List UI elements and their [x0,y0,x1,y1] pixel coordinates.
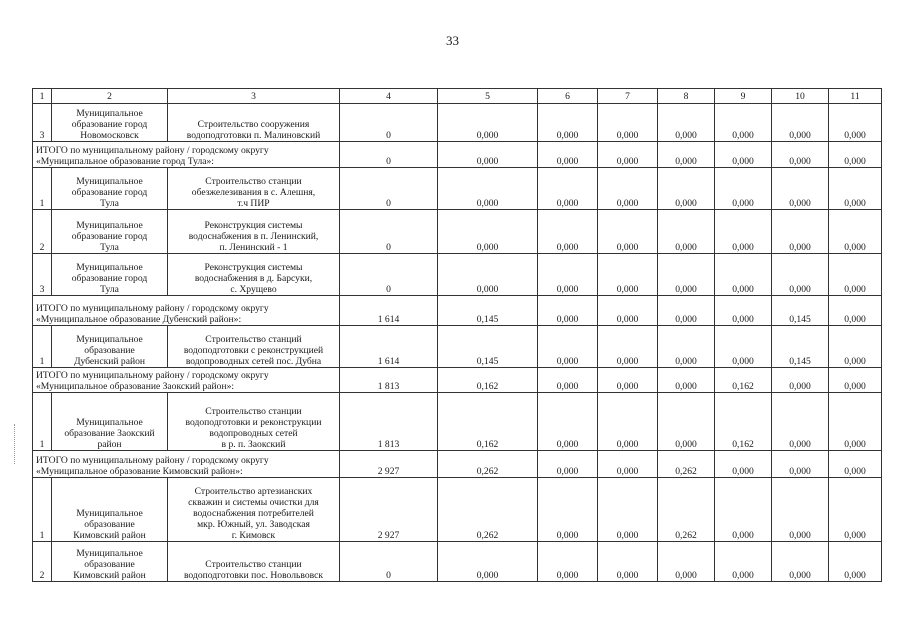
value-cell-col-9: 0,162 [715,393,772,451]
value-cell-col-10: 0,000 [772,168,829,210]
value-cell-col-5: 0,262 [438,451,538,478]
value-cell-col-8: 0,000 [658,142,715,168]
project-line: мкр. Южный, ул. Заводская [197,519,310,530]
table-row [33,104,882,142]
value-cell-col-4: 1 813 [340,393,438,451]
value-cell-col-8: 0,000 [658,104,715,142]
municipality-line: Муниципальное [76,220,143,231]
value-cell-col-6: 0,000 [538,168,598,210]
municipality-cell [52,542,168,582]
value-cell-col-5: 0,000 [438,168,538,210]
project-line: обезжелезивания в с. Алешня, [191,187,316,198]
value-cell-col-6: 0,000 [538,393,598,451]
value-cell-col-8: 0,000 [658,168,715,210]
column-header-8: 8 [658,89,715,104]
project-cell [168,210,340,254]
total-row [33,451,882,478]
value-cell-col-6: 0,000 [538,542,598,582]
value-cell-col-5: 0,262 [438,478,538,542]
value-cell-col-10: 0,000 [772,542,829,582]
project-line: скважин и системы очистки для [188,497,319,508]
value-cell-col-10: 0,000 [772,393,829,451]
table-row [33,478,882,542]
value-cell-col-4: 2 927 [340,478,438,542]
municipality-cell [52,478,168,542]
value-cell-col-10: 0,000 [772,210,829,254]
project-cell [168,254,340,296]
municipality-line: Муниципальное [76,548,143,559]
project-line: Строительство станций [205,334,302,345]
value-cell-col-5: 0,000 [438,210,538,254]
value-cell-col-5: 0,162 [438,393,538,451]
value-cell-col-4: 0 [340,254,438,296]
value-cell-col-6: 0,000 [538,326,598,368]
margin-marks [14,424,17,464]
row-number: 1 [33,326,52,368]
value-cell-col-5: 0,000 [438,142,538,168]
value-cell-col-10: 0,145 [772,326,829,368]
value-cell-col-10: 0,000 [772,254,829,296]
total-label-line: ИТОГО по муниципальному району / городскому округу [36,145,269,156]
table-row [33,210,882,254]
value-cell-col-11: 0,000 [829,326,882,368]
value-cell-col-9: 0,000 [715,210,772,254]
value-cell-col-10: 0,000 [772,142,829,168]
value-cell-col-8: 0,262 [658,451,715,478]
project-line: т.ч ПИР [237,198,270,209]
value-cell-col-7: 0,000 [598,451,658,478]
municipality-line: Муниципальное [76,262,143,273]
value-cell-col-7: 0,000 [598,104,658,142]
project-cell [168,326,340,368]
value-cell-col-10: 0,000 [772,451,829,478]
value-cell-col-7: 0,000 [598,393,658,451]
value-cell-col-8: 0,000 [658,296,715,326]
value-cell-col-5: 0,145 [438,326,538,368]
total-label-line: «Муниципальное образование город Тула»: [36,156,214,167]
value-cell-col-9: 0,162 [715,368,772,393]
page-number: 33 [446,33,459,48]
value-cell-col-7: 0,000 [598,368,658,393]
value-cell-col-4: 1 813 [340,368,438,393]
value-cell-col-6: 0,000 [538,451,598,478]
municipality-cell [52,104,168,142]
value-cell-col-4: 1 614 [340,326,438,368]
value-cell-col-7: 0,000 [598,142,658,168]
municipality-cell [52,168,168,210]
value-cell-col-5: 0,162 [438,368,538,393]
project-cell [168,168,340,210]
municipality-line: образование [84,559,135,570]
value-cell-col-5: 0,145 [438,296,538,326]
value-cell-col-6: 0,000 [538,254,598,296]
column-header-3: 3 [168,89,340,104]
value-cell-col-9: 0,000 [715,142,772,168]
project-line: Реконструкция системы [204,262,303,273]
value-cell-col-9: 0,000 [715,542,772,582]
financing-table [32,88,882,582]
total-label [33,368,340,393]
project-line: Реконструкция системы [204,220,303,231]
municipality-line: Кимовский район [73,570,146,581]
column-header-1: 1 [33,89,52,104]
total-label-line: ИТОГО по муниципальному району / городскому округу [36,455,269,466]
municipality-line: Муниципальное [76,417,143,428]
value-cell-col-9: 0,000 [715,478,772,542]
value-cell-col-11: 0,000 [829,104,882,142]
municipality-line: Муниципальное [76,334,143,345]
project-line: водоподготовки и реконструкции [185,417,322,428]
table-row [33,168,882,210]
total-label-line: «Муниципальное образование Кимовский район»: [36,466,243,477]
table-row [33,393,882,451]
municipality-line: Новомосковск [80,130,139,141]
municipality-line: образование Заокский [64,428,155,439]
value-cell-col-8: 0,000 [658,368,715,393]
value-cell-col-9: 0,000 [715,451,772,478]
value-cell-col-6: 0,000 [538,296,598,326]
municipality-line: Тула [100,242,119,253]
municipality-line: образование город [71,187,148,198]
total-row [33,368,882,393]
project-line: водоподготовки с реконструкцией [183,345,324,356]
value-cell-col-9: 0,000 [715,254,772,296]
total-label-line: ИТОГО по муниципальному району / городскому округу [36,303,269,314]
project-cell [168,542,340,582]
row-number: 2 [33,542,52,582]
value-cell-col-9: 0,000 [715,326,772,368]
total-row [33,142,882,168]
value-cell-col-8: 0,262 [658,478,715,542]
value-cell-col-11: 0,000 [829,296,882,326]
value-cell-col-11: 0,000 [829,478,882,542]
value-cell-col-4: 2 927 [340,451,438,478]
value-cell-col-11: 0,000 [829,393,882,451]
total-label-line: «Муниципальное образование Заокский район»: [36,381,235,392]
project-line: Строительство станции [205,559,302,570]
value-cell-col-9: 0,000 [715,168,772,210]
project-line: водоснабжения в д. Барсуки, [194,273,313,284]
total-label-line: ИТОГО по муниципальному району / городскому округу [36,370,269,381]
value-cell-col-6: 0,000 [538,368,598,393]
project-line: водоснабжения в п. Ленинский, [188,231,319,242]
value-cell-col-4: 0 [340,104,438,142]
value-cell-col-10: 0,145 [772,296,829,326]
value-cell-col-10: 0,000 [772,368,829,393]
total-row [33,296,882,326]
project-line: в р. п. Заокский [221,439,286,450]
municipality-line: Кимовский район [73,530,146,541]
value-cell-col-8: 0,000 [658,210,715,254]
project-line: г. Кимовск [231,530,276,541]
value-cell-col-8: 0,000 [658,542,715,582]
value-cell-col-7: 0,000 [598,296,658,326]
project-line: п. Ленинский - 1 [219,242,288,253]
value-cell-col-9: 0,000 [715,296,772,326]
column-header-9: 9 [715,89,772,104]
municipality-line: район [97,439,122,450]
value-cell-col-11: 0,000 [829,451,882,478]
project-line: водоподготовки п. Малиновский [186,130,321,141]
value-cell-col-6: 0,000 [538,142,598,168]
column-header-7: 7 [598,89,658,104]
value-cell-col-4: 1 614 [340,296,438,326]
municipality-line: образование [84,519,135,530]
value-cell-col-5: 0,000 [438,542,538,582]
project-line: водоснабжения потребителей [193,508,314,519]
value-cell-col-7: 0,000 [598,542,658,582]
row-number: 3 [33,254,52,296]
project-line: водопроводных сетей пос. Дубна [185,356,322,367]
project-line: Строительство станции [205,406,302,417]
project-cell [168,478,340,542]
municipality-line: Муниципальное [76,176,143,187]
column-header-10: 10 [772,89,829,104]
project-line: с. Хрущево [230,284,277,295]
municipality-cell [52,326,168,368]
value-cell-col-11: 0,000 [829,142,882,168]
value-cell-col-6: 0,000 [538,210,598,254]
value-cell-col-6: 0,000 [538,478,598,542]
municipality-line: Дубенский район [73,356,146,367]
municipality-line: образование [84,345,135,356]
municipality-line: образование город [71,273,148,284]
value-cell-col-4: 0 [340,168,438,210]
value-cell-col-8: 0,000 [658,393,715,451]
value-cell-col-7: 0,000 [598,254,658,296]
value-cell-col-11: 0,000 [829,210,882,254]
value-cell-col-5: 0,000 [438,104,538,142]
table-row [33,326,882,368]
project-line: водоподготовки пос. Новольвовск [183,570,324,581]
row-number: 1 [33,168,52,210]
value-cell-col-10: 0,000 [772,104,829,142]
municipality-line: Муниципальное [76,108,143,119]
municipality-line: образование город [71,119,148,130]
table-row [33,542,882,582]
municipality-line: Тула [100,284,119,295]
column-header-2: 2 [52,89,168,104]
value-cell-col-4: 0 [340,210,438,254]
municipality-cell [52,254,168,296]
value-cell-col-11: 0,000 [829,168,882,210]
project-line: Строительство станции [205,176,302,187]
row-number: 3 [33,104,52,142]
column-header-6: 6 [538,89,598,104]
value-cell-col-5: 0,000 [438,254,538,296]
row-number: 2 [33,210,52,254]
total-label [33,451,340,478]
header-row [33,89,882,104]
column-header-4: 4 [340,89,438,104]
value-cell-col-11: 0,000 [829,254,882,296]
value-cell-col-7: 0,000 [598,168,658,210]
municipality-line: Муниципальное [76,508,143,519]
municipality-cell [52,393,168,451]
project-cell [168,393,340,451]
value-cell-col-4: 0 [340,142,438,168]
municipality-cell [52,210,168,254]
municipality-line: Тула [100,198,119,209]
total-label [33,296,340,326]
row-number: 1 [33,478,52,542]
value-cell-col-7: 0,000 [598,478,658,542]
column-header-5: 5 [438,89,538,104]
municipality-line: образование город [71,231,148,242]
row-number: 1 [33,393,52,451]
value-cell-col-10: 0,000 [772,478,829,542]
value-cell-col-7: 0,000 [598,326,658,368]
project-line: водопроводных сетей [209,428,298,439]
project-cell [168,104,340,142]
value-cell-col-9: 0,000 [715,104,772,142]
table-row [33,254,882,296]
value-cell-col-11: 0,000 [829,542,882,582]
value-cell-col-8: 0,000 [658,254,715,296]
total-label [33,142,340,168]
project-line: Строительство сооружения [197,119,310,130]
value-cell-col-7: 0,000 [598,210,658,254]
total-label-line: «Муниципальное образование Дубенский район»: [36,314,242,325]
column-header-11: 11 [829,89,882,104]
value-cell-col-4: 0 [340,542,438,582]
value-cell-col-8: 0,000 [658,326,715,368]
value-cell-col-11: 0,000 [829,368,882,393]
project-line: Строительство артезианских [194,486,313,497]
value-cell-col-6: 0,000 [538,104,598,142]
